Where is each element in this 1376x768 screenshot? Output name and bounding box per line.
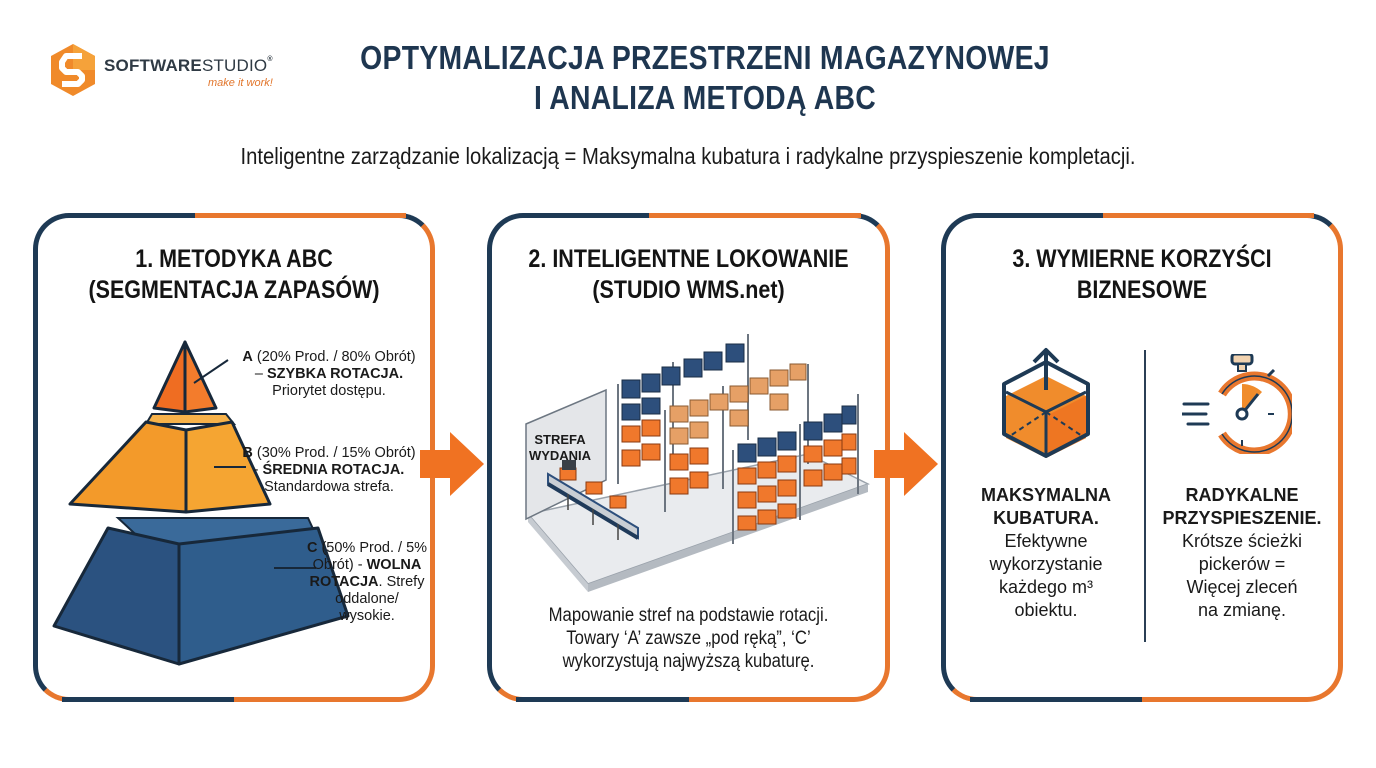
card-smart-locating [487,213,890,702]
brand-name: SOFTWARESTUDIO® [104,56,273,75]
card-title: 1. METODYKA ABC (SEGMENTACJA ZAPASÓW) [88,245,380,304]
card-business-benefits [941,213,1343,702]
svg-text:STREFA: STREFA [534,432,586,447]
benefit-capacity: MAKSYMALNA KUBATURA. Efektywne wykorzystanie każdego m³ obiektu. [981,485,1111,620]
warehouse-illustration-icon [508,314,878,594]
stopwatch-icon [1182,354,1292,454]
flow-arrow-icon [872,430,940,498]
tier-c-label: C (50% Prod. / 5% Obrót) - WOLNA ROTACJA. Strefy oddalone/ wysokie. [306,540,428,624]
card-description: Mapowanie stref na podstawie rotacji. Towary ‘A’ zawsze „pod ręką”, ‘C’ wykorzystują najwyższą kubaturę. [548,605,829,672]
card-abc-method [33,213,435,702]
brand-tagline: make it work! [208,77,273,89]
divider [1144,350,1146,642]
card-title: 2. INTELIGENTNE LOKOWANIE (STUDIO WMS.net) [528,245,849,304]
brand-logo [48,42,298,98]
card-title: 3. WYMIERNE KORZYŚCI BIZNESOWE [1012,245,1272,304]
flow-arrow-icon [418,430,486,498]
svg-text:WYDANIA: WYDANIA [528,448,592,463]
logo-hexagon-icon [48,42,98,98]
page-title: OPTYMALIZACJA PRZESTRZENI MAGAZYNOWEJ I ANALIZA METODĄ ABC [360,39,1050,116]
page-subtitle: Inteligentne zarządzanie lokalizacją = Maksymalna kubatura i radykalne przyspieszenie kompletacji. [240,143,1136,169]
tier-b-label: B (30% Prod. / 15% Obrót) - ŚREDNIA ROTACJA. Standardowa strefa. [242,445,416,495]
cube-arrow-up-icon [996,346,1096,458]
benefit-speed: RADYKALNE PRZYSPIESZENIE. Krótsze ścieżki pickerów = Więcej zleceń na zmianę. [1162,485,1322,620]
tier-a-label: A (20% Prod. / 80% Obrót) – SZYBKA ROTACJA. Priorytet dostępu. [242,349,416,399]
